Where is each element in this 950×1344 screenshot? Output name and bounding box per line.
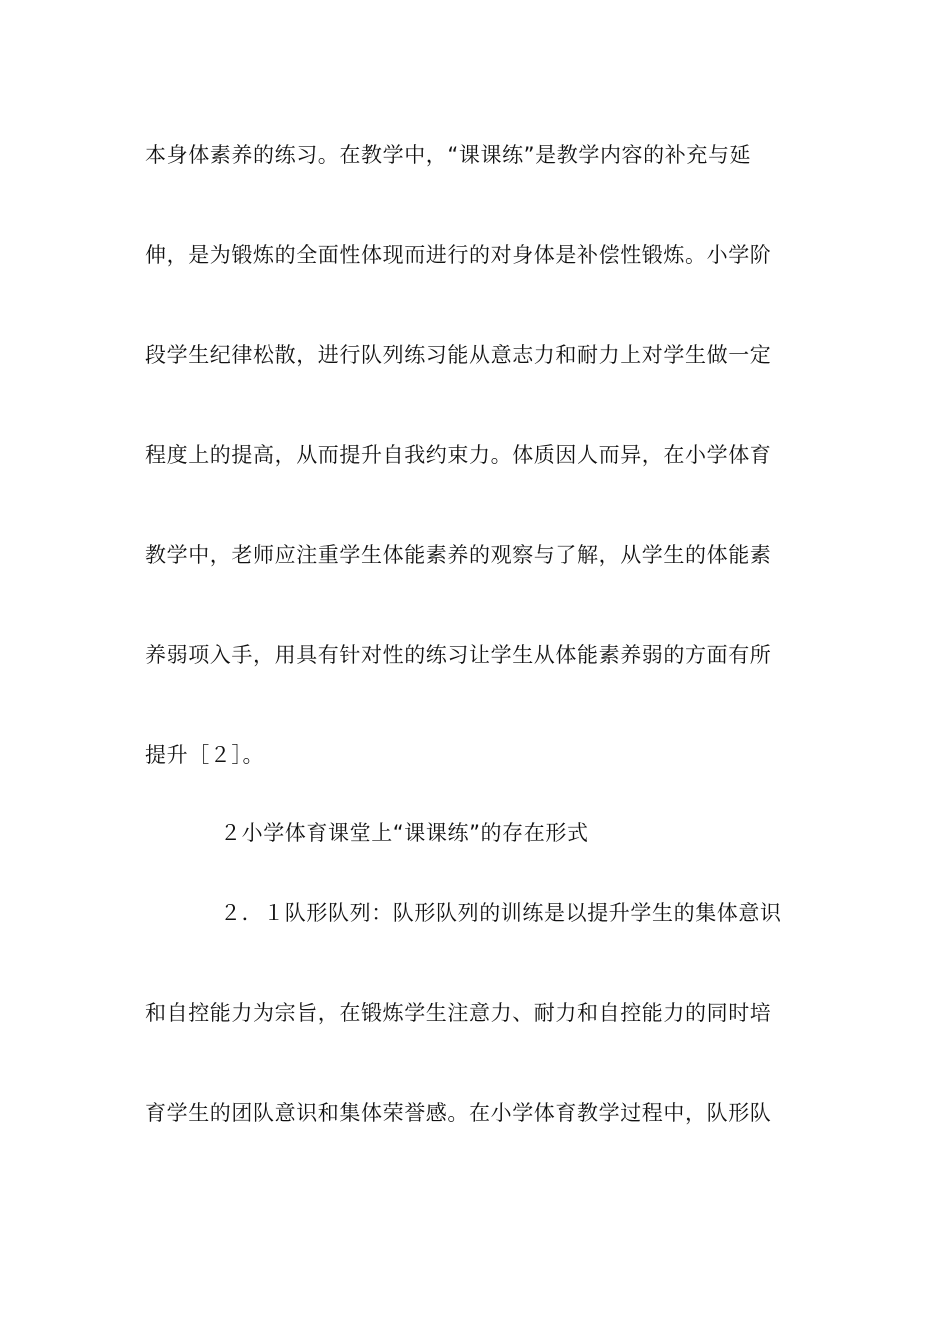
paragraph-line: 伸，是为锻炼的全面性体现而进行的对身体是补偿性锻炼。小学阶 xyxy=(145,243,772,267)
paragraph-line: 本身体素养的练习。在教学中，“课课练”是教学内容的补充与延 xyxy=(145,143,752,167)
paragraph-line: 教学中，老师应注重学生体能素养的观察与了解，从学生的体能素 xyxy=(145,543,772,567)
paragraph-line: 段学生纪律松散，进行队列练习能从意志力和耐力上对学生做一定 xyxy=(145,343,772,367)
paragraph-line: 程度上的提高，从而提升自我约束力。体质因人而异，在小学体育 xyxy=(145,443,772,467)
subsection-line: ２．１队形队列：队形队列的训练是以提升学生的集体意识 xyxy=(220,901,782,925)
paragraph-line: 养弱项入手，用具有针对性的练习让学生从体能素养弱的方面有所 xyxy=(145,643,772,667)
paragraph-line: 提升［２］。 xyxy=(145,743,265,767)
subsection-line: 和自控能力为宗旨，在锻炼学生注意力、耐力和自控能力的同时培 xyxy=(145,1001,772,1025)
subsection-line: 育学生的团队意识和集体荣誉感。在小学体育教学过程中，队形队 xyxy=(145,1101,772,1125)
section-heading: ２小学体育课堂上“课课练”的存在形式 xyxy=(220,821,589,845)
